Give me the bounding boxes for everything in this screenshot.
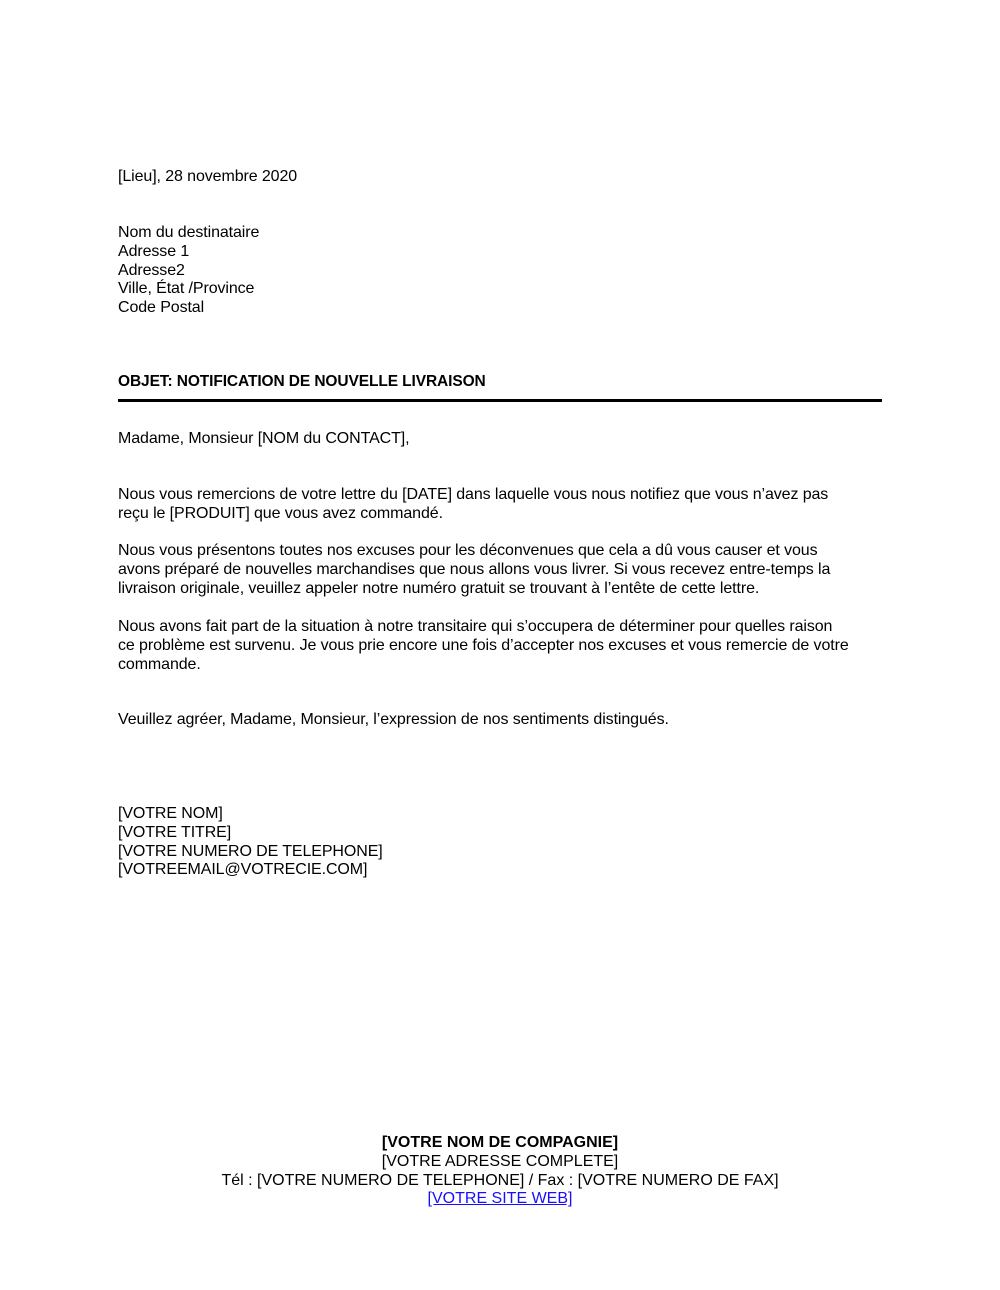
paragraph-line: livraison originale, veuillez appeler notre numéro gratuit se trouvant à l’entête de cette lettre.	[118, 579, 760, 597]
footer-address: [VOTRE ADRESSE COMPLETE]	[381, 1152, 619, 1170]
footer-website-link[interactable]: [VOTRE SITE WEB]	[427, 1190, 573, 1208]
recipient-postal-code: Code Postal	[118, 299, 205, 317]
letter-footer	[0, 1134, 1000, 1209]
subject-text: OBJET: NOTIFICATION DE NOUVELLE LIVRAISON	[118, 373, 486, 390]
paragraph-line: Nous vous remercions de votre lettre du [DATE] dans laquelle vous nous notifiez que vous n’avez pas	[118, 486, 829, 503]
paragraph-line: Nous vous présentons toutes nos excuses pour les déconvenues que cela a dû vous causer et vous	[118, 542, 818, 559]
paragraph-line: ce problème est survenu. Je vous prie encore une fois d’accepter nos excuses et vous remercie de votre	[118, 636, 849, 654]
recipient-address	[118, 224, 888, 318]
footer-company-name: [VOTRE NOM DE COMPAGNIE]	[381, 1134, 619, 1151]
salutation	[118, 430, 888, 449]
signature-email: [VOTREEMAIL@VOTRECIE.COM]	[118, 861, 368, 879]
date-text: [Lieu], 28 novembre 2020	[118, 168, 298, 185]
footer-contact: Tél : [VOTRE NUMERO DE TELEPHONE] / Fax : [VOTRE NUMERO DE FAX]	[221, 1171, 779, 1189]
signature-phone: [VOTRE NUMERO DE TELEPHONE]	[118, 842, 383, 860]
closing-text: Veuillez agréer, Madame, Monsieur, l’expression de nos sentiments distingués.	[118, 711, 669, 728]
recipient-city-state: Ville, État /Province	[118, 280, 255, 298]
body-paragraph-2	[118, 542, 888, 598]
paragraph-line: commande.	[118, 655, 201, 673]
recipient-name: Nom du destinataire	[118, 224, 260, 241]
paragraph-line: Nous avons fait part de la situation à notre transitaire qui s’occupera de déterminer pour quelles raison	[118, 618, 833, 635]
body-paragraph-1	[118, 486, 888, 524]
signature-block	[118, 805, 888, 880]
recipient-address2: Adresse2	[118, 261, 185, 279]
body-paragraph-3	[118, 618, 888, 674]
closing	[118, 711, 888, 730]
date-line	[118, 168, 888, 187]
subject-line	[118, 373, 888, 392]
subject-divider	[118, 399, 882, 402]
salutation-text: Madame, Monsieur [NOM du CONTACT],	[118, 430, 410, 447]
signature-name: [VOTRE NOM]	[118, 805, 223, 822]
recipient-address1: Adresse 1	[118, 242, 190, 260]
paragraph-line: avons préparé de nouvelles marchandises que nous allons vous livrer. Si vous recevez entre-temps la	[118, 560, 831, 578]
paragraph-line: reçu le [PRODUIT] que vous avez commandé.	[118, 504, 443, 522]
signature-title: [VOTRE TITRE]	[118, 823, 232, 841]
